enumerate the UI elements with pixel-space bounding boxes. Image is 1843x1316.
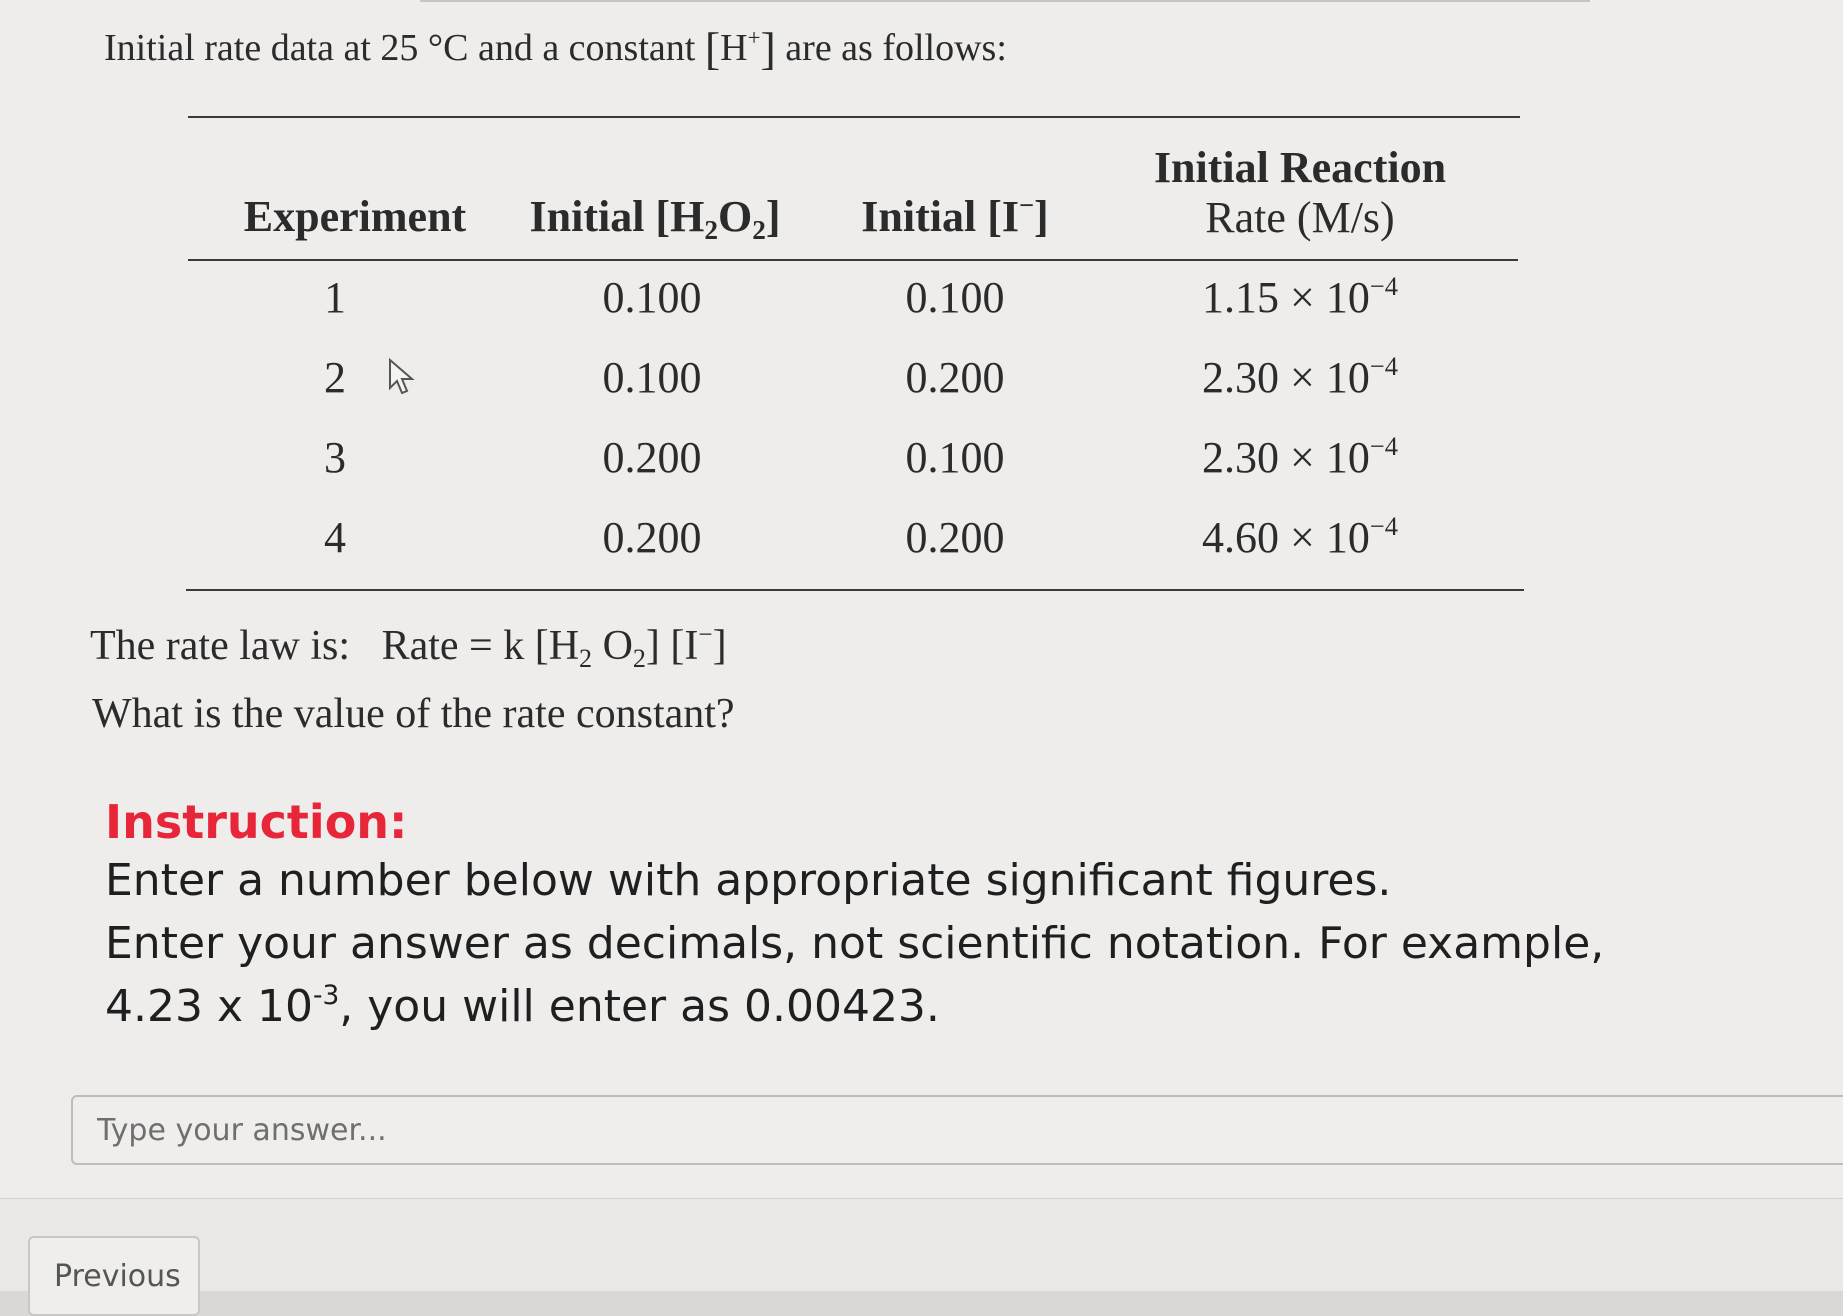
- cell-rate: $2.30 \times 10^{-4}$: [1202, 430, 1398, 482]
- answer-input[interactable]: [71, 1095, 1843, 1165]
- top-divider: [420, 0, 1590, 2]
- table-header-rule: [188, 259, 1518, 261]
- cell-iodide: 0.200: [905, 353, 1005, 402]
- instruction-heading: Instruction:: [105, 795, 408, 849]
- cell-iodide: 0.100: [905, 433, 1005, 482]
- cell-h2o2: 0.100: [602, 353, 702, 402]
- cell-rate: $2.30 \times 10^{-4}$: [1202, 350, 1398, 402]
- table-bottom-rule: [186, 589, 1524, 591]
- cell-experiment: 4: [324, 513, 346, 562]
- cell-h2o2: 0.200: [602, 433, 702, 482]
- mouse-pointer-icon: [388, 358, 416, 401]
- cell-iodide: 0.100: [905, 273, 1005, 322]
- cell-iodide: 0.200: [905, 513, 1005, 562]
- cell-h2o2: 0.100: [602, 273, 702, 322]
- cell-h2o2: 0.200: [602, 513, 702, 562]
- header-rate: Initial Reaction Rate (M/s): [1153, 143, 1447, 242]
- navigation-bar: [0, 1198, 1843, 1291]
- rate-law: The rate law is: Rate = k [$H_2$ $O_2$] [I−]: [90, 621, 727, 673]
- intro-text: Initial rate data at 25 °C and a constant [H+] are as follows:: [104, 23, 1007, 74]
- previous-button[interactable]: Previous: [28, 1236, 200, 1316]
- cell-experiment: 2: [324, 353, 346, 402]
- header-h2o2: Initial $[H_2O_2]$: [529, 192, 781, 246]
- cell-experiment: 1: [324, 273, 346, 322]
- table-top-rule: [188, 116, 1520, 118]
- cell-rate: $1.15 \times 10^{-4}$: [1202, 270, 1398, 322]
- header-iodide: Initial [I−]: [861, 189, 1049, 241]
- header-experiment: Experiment: [243, 192, 467, 241]
- question-text: What is the value of the rate constant?: [92, 691, 735, 737]
- instruction-line-2: Enter your answer as decimals, not scientific notation. For example,: [105, 918, 1605, 969]
- cell-experiment: 3: [324, 433, 346, 482]
- instruction-line-1: Enter a number below with appropriate significant figures.: [105, 855, 1392, 906]
- instruction-line-3: 4.23 x $10^{-3}$, you will enter as 0.00423.: [105, 979, 940, 1032]
- cell-rate: $4.60 \times 10^{-4}$: [1202, 510, 1398, 562]
